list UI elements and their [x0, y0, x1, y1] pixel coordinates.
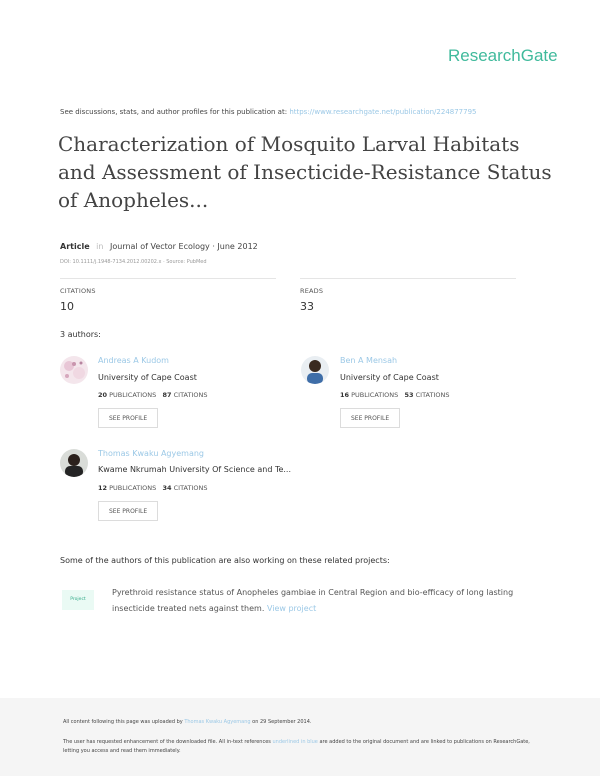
note-prefix: The user has requested enhancement of the downloaded file. All in-text references	[63, 739, 271, 745]
author-publications-count: 12	[98, 484, 108, 492]
reads-value: 33	[300, 300, 314, 313]
view-project-link[interactable]: View project	[266, 604, 317, 613]
doi-source: DOI: 10.1111/j.1948-7134.2012.00202.x · Source: PubMed	[60, 259, 207, 265]
publication-meta	[60, 242, 258, 251]
underlined-in-blue-link[interactable]: underlined in blue	[272, 739, 318, 745]
note-suffix: are added to the original document and are linked to publications on ResearchGate, letting you access and read them immediately.	[63, 739, 530, 754]
author-publications-count: 16	[340, 391, 350, 399]
author-name-1[interactable]: Andreas A Kudom	[98, 356, 169, 365]
author-publications-count: 20	[98, 391, 108, 399]
author-publications-label: PUBLICATIONS	[109, 391, 157, 399]
project-icon[interactable]: Project	[62, 590, 94, 610]
author-citations-label: CITATIONS	[173, 391, 208, 399]
author-stats-1	[98, 391, 207, 399]
in-separator: in	[96, 242, 104, 251]
discussions-text: See discussions, stats, and author profiles for this publication at:	[60, 108, 288, 116]
profile-photo-icon	[301, 356, 329, 384]
author-stats-3	[98, 484, 207, 492]
author-name-2[interactable]: Ben A Mensah	[340, 356, 398, 365]
see-profile-button-3[interactable]: SEE PROFILE	[98, 501, 158, 521]
see-profile-button-2[interactable]: SEE PROFILE	[340, 408, 400, 428]
author-institution-2: University of Cape Coast	[340, 373, 439, 382]
footer	[0, 698, 600, 776]
author-citations-count: 34	[162, 484, 172, 492]
citations-label: CITATIONS	[60, 287, 96, 295]
upload-note	[63, 719, 311, 725]
reads-label: READS	[300, 287, 324, 295]
publication-title: Characterization of Mosquito Larval Habitats and Assessment of Insecticide-Resistance Status of Anopheles...	[58, 132, 552, 212]
author-avatar-2[interactable]	[301, 356, 329, 384]
author-institution-3: Kwame Nkrumah University Of Science and Te...	[98, 465, 292, 474]
profile-photo-icon	[60, 356, 88, 384]
publication-type: Article	[60, 242, 90, 251]
publication-link[interactable]: https://www.researchgate.net/publication/224877795	[289, 108, 477, 116]
citations-divider	[60, 278, 276, 279]
author-name-3[interactable]: Thomas Kwaku Agyemang	[98, 449, 204, 458]
uploader-link[interactable]: Thomas Kwaku Agyemang	[184, 719, 251, 725]
project-description	[112, 585, 542, 617]
journal-date: Journal of Vector Ecology · June 2012	[110, 242, 258, 251]
author-publications-label: PUBLICATIONS	[109, 484, 157, 492]
see-profile-button-1[interactable]: SEE PROFILE	[98, 408, 158, 428]
author-publications-label: PUBLICATIONS	[351, 391, 399, 399]
reads-divider	[300, 278, 516, 279]
author-citations-label: CITATIONS	[173, 484, 208, 492]
upload-prefix: All content following this page was uploaded by	[63, 719, 183, 725]
researchgate-logo[interactable]: ResearchGate	[448, 46, 558, 65]
citations-value: 10	[60, 300, 74, 313]
discussions-line	[60, 108, 477, 116]
author-stats-2	[340, 391, 449, 399]
author-citations-label: CITATIONS	[415, 391, 450, 399]
enhancement-note	[63, 738, 533, 756]
related-projects-heading: Some of the authors of this publication are also working on these related projects:	[60, 556, 390, 565]
author-avatar-1[interactable]	[60, 356, 88, 384]
author-citations-count: 53	[404, 391, 414, 399]
author-institution-1: University of Cape Coast	[98, 373, 197, 382]
upload-suffix: on 29 September 2014.	[252, 719, 312, 725]
author-citations-count: 87	[162, 391, 172, 399]
project-text: Pyrethroid resistance status of Anopheles gambiae in Central Region and bio-efficacy of long lasting insecticide treated nets against them.	[112, 588, 514, 613]
authors-heading: 3 authors:	[60, 330, 101, 339]
profile-photo-icon	[60, 449, 88, 477]
author-avatar-3[interactable]	[60, 449, 88, 477]
